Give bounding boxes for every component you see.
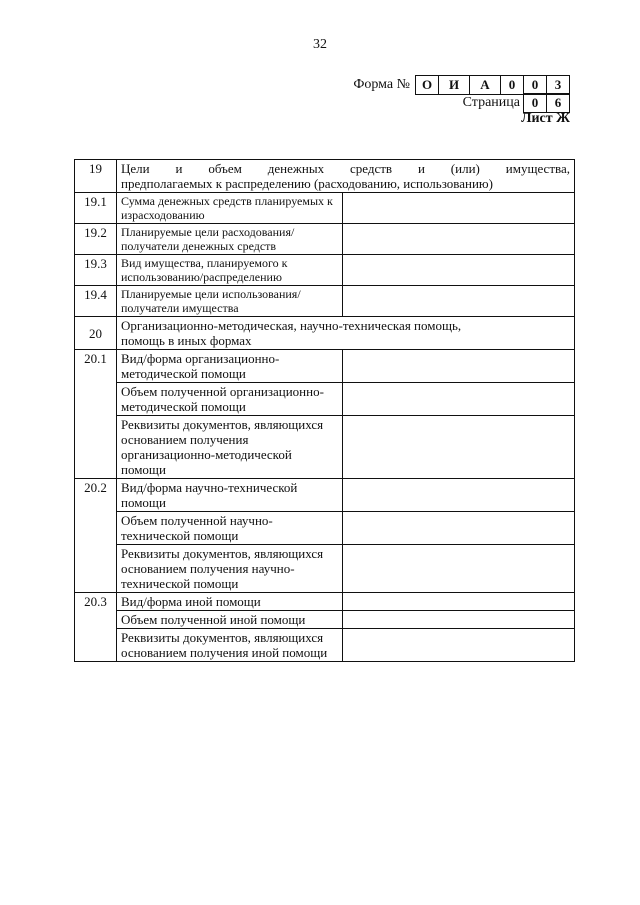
- section-heading-line: Цели и объем денежных средств и (или) имущества,: [121, 161, 570, 176]
- row-number: 20.1: [75, 350, 117, 383]
- form-code-cell: 0: [500, 75, 524, 95]
- row-label: Сумма денежных средств планируемых к израсходованию: [117, 193, 343, 224]
- form-code-boxes: [416, 75, 570, 95]
- row-label: Реквизиты документов, являющихся основанием получения организационно-методической помощи: [117, 416, 343, 479]
- value-cell[interactable]: [343, 416, 575, 479]
- table-row: [75, 545, 575, 593]
- value-cell[interactable]: [343, 193, 575, 224]
- table-row: [75, 317, 575, 350]
- row-number: 20.3: [75, 593, 117, 611]
- row-label: Реквизиты документов, являющихся основанием получения иной помощи: [117, 629, 343, 662]
- value-cell[interactable]: [343, 286, 575, 317]
- section-heading: [117, 317, 575, 350]
- page-code-line: [463, 93, 570, 113]
- row-number: 19.2: [75, 224, 117, 255]
- form-table: [74, 159, 575, 662]
- row-label: Объем полученной научно-технической помощи: [117, 512, 343, 545]
- page-code-label: Страница: [462, 95, 520, 110]
- row-label: Объем полученной организационно-методической помощи: [117, 383, 343, 416]
- table-row: [75, 255, 575, 286]
- page-code-boxes: [524, 93, 570, 113]
- section-heading-line: Организационно-методическая, научно-техническая помощь,: [121, 318, 462, 333]
- page-code-cell: 0: [523, 93, 547, 113]
- row-label: Вид имущества, планируемого к использованию/распределению: [117, 255, 343, 286]
- value-cell[interactable]: [343, 611, 575, 629]
- row-number: 19: [75, 160, 117, 193]
- row-number: 19.3: [75, 255, 117, 286]
- form-code-cell: А: [469, 75, 501, 95]
- row-number-continued: [75, 629, 117, 662]
- value-cell[interactable]: [343, 545, 575, 593]
- value-cell[interactable]: [343, 593, 575, 611]
- section-heading-line: предполагаемых к распределению (расходованию, использованию): [121, 176, 493, 191]
- table-row: [75, 224, 575, 255]
- form-code-cell: И: [438, 75, 470, 95]
- form-number-label: Форма №: [353, 77, 410, 92]
- value-cell[interactable]: [343, 479, 575, 512]
- row-number-continued: [75, 545, 117, 593]
- row-number: 20.2: [75, 479, 117, 512]
- table-row: [75, 383, 575, 416]
- row-number: 19.1: [75, 193, 117, 224]
- row-number-continued: [75, 611, 117, 629]
- section-heading-line: помощь в иных формах: [121, 333, 252, 348]
- row-label: Реквизиты документов, являющихся основанием получения научно-технической помощи: [117, 545, 343, 593]
- page-number: 32: [313, 37, 327, 52]
- row-label: Вид/форма научно-технической помощи: [117, 479, 343, 512]
- row-label: Планируемые цели использования/ получатели имущества: [117, 286, 343, 317]
- sheet-label: Лист Ж: [521, 111, 570, 126]
- table-row: [75, 193, 575, 224]
- value-cell[interactable]: [343, 350, 575, 383]
- value-cell[interactable]: [343, 255, 575, 286]
- table-row: [75, 629, 575, 662]
- table-row: [75, 479, 575, 512]
- table-row: [75, 350, 575, 383]
- table-row: [75, 286, 575, 317]
- row-number: 20: [75, 317, 117, 350]
- value-cell[interactable]: [343, 512, 575, 545]
- value-cell[interactable]: [343, 224, 575, 255]
- row-number-continued: [75, 512, 117, 545]
- value-cell[interactable]: [343, 383, 575, 416]
- form-number-line: [353, 75, 570, 95]
- form-code-cell: О: [415, 75, 439, 95]
- row-number-continued: [75, 383, 117, 416]
- form-code-cell: 0: [523, 75, 547, 95]
- table-row: [75, 611, 575, 629]
- row-label: Планируемые цели расходования/ получатели денежных средств: [117, 224, 343, 255]
- row-label: Вид/форма организационно-методической помощи: [117, 350, 343, 383]
- table-row: [75, 512, 575, 545]
- row-label: Объем полученной иной помощи: [117, 611, 343, 629]
- row-number-continued: [75, 416, 117, 479]
- table-row: [75, 160, 575, 193]
- table-row: [75, 416, 575, 479]
- value-cell[interactable]: [343, 629, 575, 662]
- row-number: 19.4: [75, 286, 117, 317]
- form-code-cell: 3: [546, 75, 570, 95]
- page-code-cell: 6: [546, 93, 570, 113]
- table-row: [75, 593, 575, 611]
- row-label: Вид/форма иной помощи: [117, 593, 343, 611]
- section-heading: [117, 160, 575, 193]
